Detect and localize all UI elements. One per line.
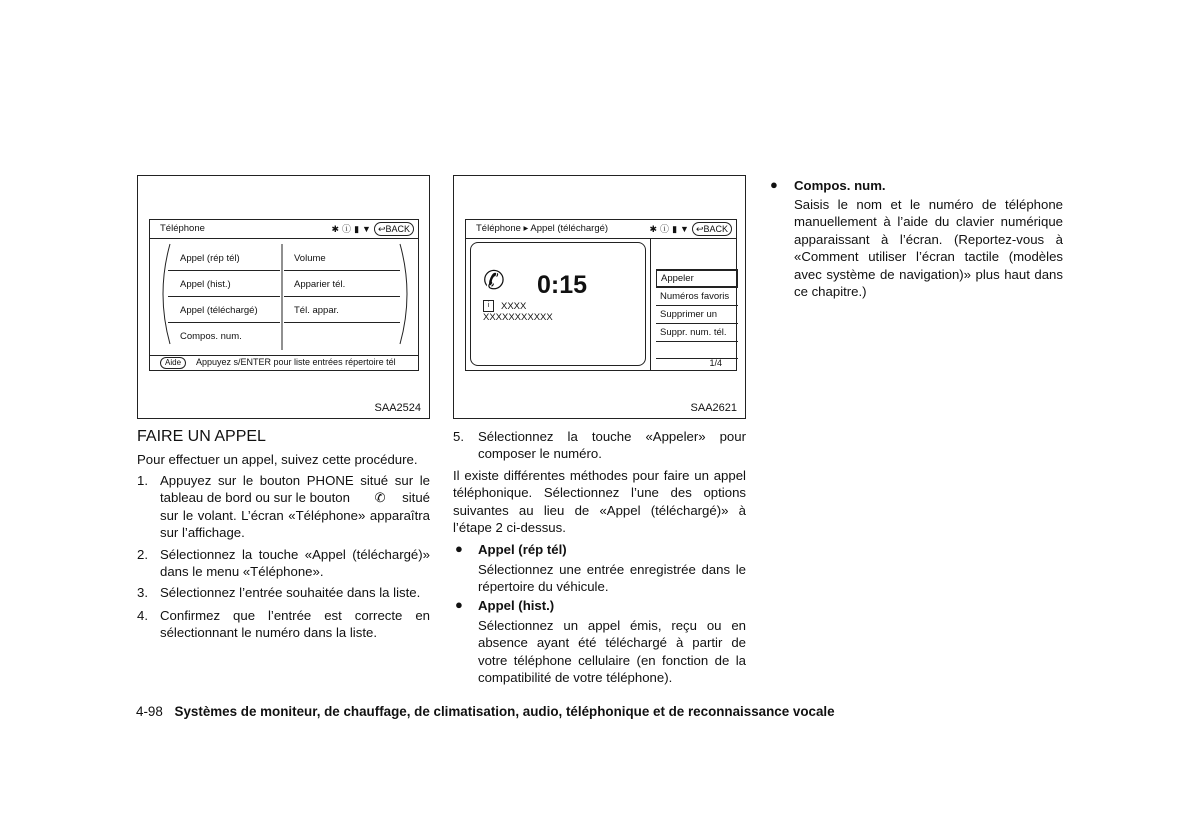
- intro-text: Pour effectuer un appel, suivez cette procédure.: [137, 452, 418, 467]
- battery-icon: ▮: [354, 224, 360, 234]
- menu-item-suppr-num-tel[interactable]: Suppr. num. tél.: [660, 327, 727, 338]
- back-button[interactable]: ↩BACK: [692, 222, 732, 236]
- bluetooth-icon: ✱: [331, 224, 340, 234]
- footer-hint: Appuyez s/ENTER pour liste entrées répertoire tél: [196, 357, 396, 367]
- screen-footer: [150, 355, 418, 370]
- section-heading: FAIRE UN APPEL: [137, 428, 266, 445]
- help-button[interactable]: Aide: [160, 357, 186, 369]
- figure-code: SAA2524: [374, 402, 421, 414]
- bullet-dot: ●: [455, 541, 463, 556]
- contact-number: XXXXXXXXXXX: [483, 312, 553, 323]
- bullet-text: Sélectionnez une entrée enregistrée dans le répertoire du véhicule.: [478, 562, 746, 595]
- methods-paragraph: Il existe différentes méthodes pour faire un appel téléphonique. Sélectionnez l’une des options suivantes au lieu de «Appel (téléchargé)» à l’étape 2 ci-dessus.: [453, 468, 746, 536]
- menu-item-appeler[interactable]: Appeler: [656, 270, 738, 287]
- menu-item-tel-appar[interactable]: Tél. appar.: [294, 304, 339, 316]
- page-number: 4-98: [136, 704, 163, 719]
- phone-screen-call: [465, 219, 737, 371]
- contact-name: XXXX: [501, 301, 527, 312]
- status-icons: [650, 222, 733, 236]
- menu-item-apparier-tel[interactable]: Apparier tél.: [294, 278, 346, 290]
- page-indicator: 1/4: [709, 358, 722, 368]
- bullet-dot: ●: [455, 597, 463, 612]
- signal-icon: ▼: [680, 224, 689, 234]
- bullet-title: Appel (rép tél): [478, 542, 567, 557]
- call-timer: 0:15: [537, 271, 588, 299]
- screen-title: Téléphone ▸ Appel (téléchargé): [476, 223, 609, 234]
- menu-item-numeros-favoris[interactable]: Numéros favoris: [660, 291, 730, 302]
- bluetooth-icon: ✱: [649, 224, 658, 234]
- back-button[interactable]: ↩BACK: [374, 222, 414, 236]
- menu-item-appel-telecharge[interactable]: Appel (téléchargé): [180, 304, 258, 316]
- menu-item-appel-rep-tel[interactable]: Appel (rép tél): [180, 252, 240, 264]
- call-menu: [656, 269, 738, 341]
- figure-phone-menu: [137, 175, 430, 419]
- phone-handset-icon: ✆: [483, 265, 505, 295]
- figure-call-screen: [453, 175, 746, 419]
- bullet-text: Sélectionnez un appel émis, reçu ou en absence ayant été téléchargé à partir de votre téléphone cellulaire (en fonction de la compatibilité de votre téléphone).: [478, 618, 746, 686]
- call-panel: [470, 242, 646, 366]
- menu-item-volume[interactable]: Volume: [294, 252, 326, 264]
- figure-code: SAA2621: [690, 402, 737, 414]
- chapter-title: Systèmes de moniteur, de chauffage, de climatisation, audio, téléphonique et de reconnaissance vocale: [174, 704, 835, 719]
- menu-item-supprimer-un[interactable]: Supprimer un: [660, 309, 718, 320]
- battery-icon: ▮: [672, 224, 678, 234]
- bullet-title: Appel (hist.): [478, 598, 555, 613]
- menu-item-appel-hist[interactable]: Appel (hist.): [180, 278, 231, 290]
- screen-header: [466, 220, 736, 239]
- signal-icon: ▼: [362, 224, 371, 234]
- screen-title: Téléphone: [160, 223, 205, 234]
- menu-item-compos-num[interactable]: Compos. num.: [180, 330, 242, 342]
- bullet-text: Saisis le nom et le numéro de téléphone manuellement à l’aide du clavier numérique apparaissant à l’écran. (Reportez-vous à «Comment utiliser l’écran tactile (modèles avec système de navigation)» plus haut dans ce chapitre.): [794, 197, 1063, 300]
- phone-button-icon: ✆: [374, 490, 386, 506]
- bullet-dot: ●: [770, 177, 778, 192]
- contact-icon: i: [483, 300, 494, 312]
- info-icon: ⓘ: [342, 224, 352, 234]
- bullet-title: Compos. num.: [794, 178, 886, 193]
- phone-screen: [149, 219, 419, 371]
- page-footer: [136, 704, 835, 719]
- info-icon: ⓘ: [660, 224, 670, 234]
